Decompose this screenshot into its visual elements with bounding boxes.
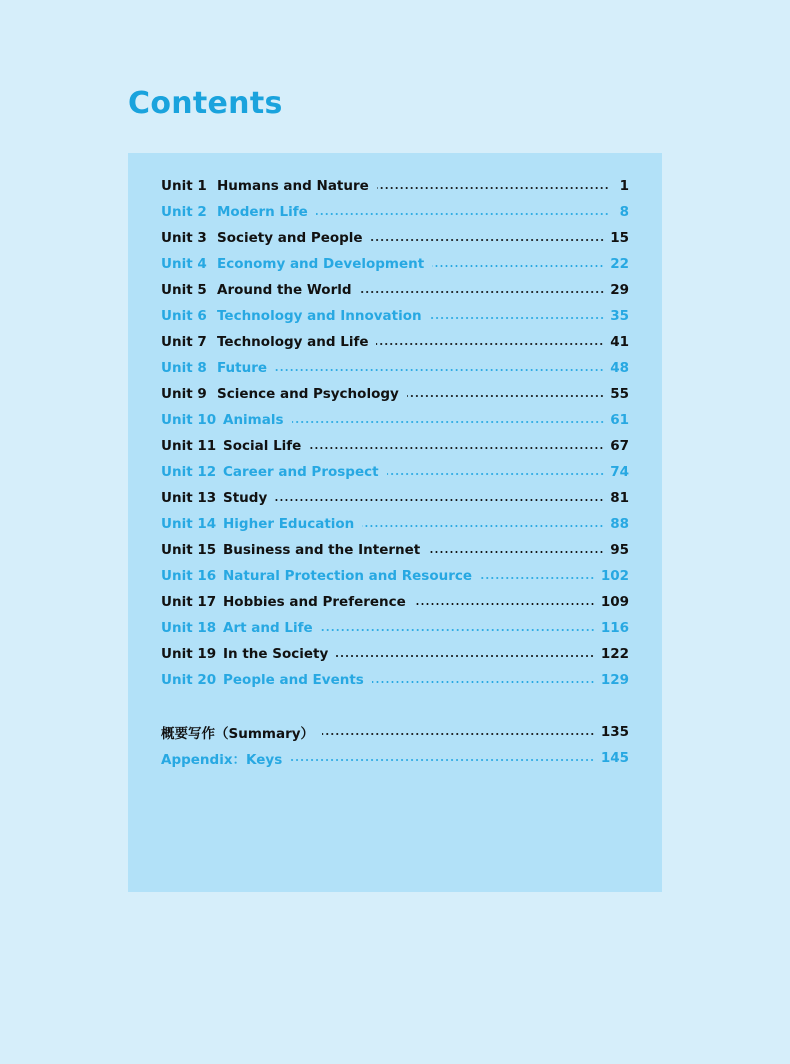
dot-leader bbox=[322, 732, 595, 736]
unit-title: In the Society bbox=[223, 646, 329, 662]
dot-leader bbox=[480, 576, 595, 580]
unit-title: Technology and Innovation bbox=[217, 308, 422, 324]
page-number: 129 bbox=[600, 672, 629, 688]
unit-number: Unit 11 bbox=[161, 438, 217, 454]
unit-number: Unit 20 bbox=[161, 672, 217, 688]
page-number: 61 bbox=[610, 412, 629, 428]
unit-number: Unit 15 bbox=[161, 542, 217, 558]
unit-title: Economy and Development bbox=[217, 256, 425, 272]
dot-leader bbox=[316, 212, 609, 216]
toc-row-unit-2[interactable] bbox=[161, 199, 629, 225]
toc-row-appendix[interactable] bbox=[161, 745, 629, 771]
dot-leader bbox=[321, 628, 595, 632]
page-number: 22 bbox=[610, 256, 629, 272]
page-number: 122 bbox=[600, 646, 629, 662]
toc-panel bbox=[128, 153, 662, 892]
toc-row-unit-16[interactable] bbox=[161, 563, 629, 589]
toc-row-unit-5[interactable] bbox=[161, 277, 629, 303]
unit-number: Unit 16 bbox=[161, 568, 217, 584]
dot-leader bbox=[275, 368, 604, 372]
toc-list bbox=[161, 173, 629, 771]
dot-leader bbox=[292, 420, 605, 424]
dot-leader bbox=[414, 602, 595, 606]
page-number: 8 bbox=[619, 204, 629, 220]
page-number: 116 bbox=[600, 620, 629, 636]
unit-number: Unit 4 bbox=[161, 256, 207, 272]
unit-number: Unit 19 bbox=[161, 646, 217, 662]
page-number: 102 bbox=[600, 568, 629, 584]
dot-leader bbox=[336, 654, 595, 658]
toc-row-unit-19[interactable] bbox=[161, 641, 629, 667]
toc-row-unit-9[interactable] bbox=[161, 381, 629, 407]
unit-number: Unit 5 bbox=[161, 282, 207, 298]
page-number: 15 bbox=[610, 230, 629, 246]
toc-row-unit-3[interactable] bbox=[161, 225, 629, 251]
unit-number: Unit 8 bbox=[161, 360, 207, 376]
page-number: 95 bbox=[610, 542, 629, 558]
toc-row-unit-6[interactable] bbox=[161, 303, 629, 329]
page-number: 135 bbox=[600, 724, 629, 740]
dot-leader bbox=[387, 472, 605, 476]
unit-title: Around the World bbox=[217, 282, 352, 298]
page-number: 109 bbox=[600, 594, 629, 610]
unit-number: Unit 10 bbox=[161, 412, 217, 428]
page-number: 35 bbox=[610, 308, 629, 324]
toc-row-unit-18[interactable] bbox=[161, 615, 629, 641]
page-number: 81 bbox=[610, 490, 629, 506]
unit-title: Natural Protection and Resource bbox=[223, 568, 473, 584]
toc-row-unit-7[interactable] bbox=[161, 329, 629, 355]
unit-title: Business and the Internet bbox=[223, 542, 421, 558]
unit-number: Unit 17 bbox=[161, 594, 217, 610]
toc-row-unit-17[interactable] bbox=[161, 589, 629, 615]
unit-title: Future bbox=[217, 360, 268, 376]
dot-leader bbox=[372, 680, 595, 684]
dot-leader bbox=[432, 264, 604, 268]
unit-number: Unit 3 bbox=[161, 230, 207, 246]
toc-spacer bbox=[161, 693, 629, 719]
page-number: 88 bbox=[610, 516, 629, 532]
unit-title: Higher Education bbox=[223, 516, 355, 532]
summary-title: 概要写作（Summary） bbox=[161, 726, 315, 742]
unit-title: Study bbox=[223, 490, 268, 506]
toc-row-unit-15[interactable] bbox=[161, 537, 629, 563]
page-number: 74 bbox=[610, 464, 629, 480]
appendix-title: Appendix：Keys bbox=[161, 752, 283, 768]
unit-number: Unit 6 bbox=[161, 308, 207, 324]
dot-leader bbox=[376, 342, 604, 346]
toc-row-unit-12[interactable] bbox=[161, 459, 629, 485]
unit-title: Society and People bbox=[217, 230, 363, 246]
unit-title: Science and Psychology bbox=[217, 386, 399, 402]
unit-title: Career and Prospect bbox=[223, 464, 379, 480]
page-number: 67 bbox=[610, 438, 629, 454]
dot-leader bbox=[362, 524, 604, 528]
unit-number: Unit 12 bbox=[161, 464, 217, 480]
unit-number: Unit 1 bbox=[161, 178, 207, 194]
dot-leader bbox=[407, 394, 604, 398]
toc-row-unit-13[interactable] bbox=[161, 485, 629, 511]
page-title: Contents bbox=[128, 86, 283, 121]
toc-row-unit-20[interactable] bbox=[161, 667, 629, 693]
unit-title: Art and Life bbox=[223, 620, 313, 636]
dot-leader bbox=[371, 238, 605, 242]
unit-title: Animals bbox=[223, 412, 284, 428]
page-number: 41 bbox=[610, 334, 629, 350]
page-number: 145 bbox=[600, 750, 629, 766]
toc-row-unit-11[interactable] bbox=[161, 433, 629, 459]
unit-number: Unit 18 bbox=[161, 620, 217, 636]
dot-leader bbox=[360, 290, 605, 294]
unit-title: Hobbies and Preference bbox=[223, 594, 406, 610]
dot-leader bbox=[430, 316, 605, 320]
unit-number: Unit 2 bbox=[161, 204, 207, 220]
dot-leader bbox=[377, 186, 609, 190]
dot-leader bbox=[428, 550, 604, 554]
unit-title: Technology and Life bbox=[217, 334, 369, 350]
dot-leader bbox=[309, 446, 604, 450]
toc-row-unit-1[interactable] bbox=[161, 173, 629, 199]
unit-number: Unit 14 bbox=[161, 516, 217, 532]
unit-title: Modern Life bbox=[217, 204, 308, 220]
page-number: 1 bbox=[619, 178, 629, 194]
toc-row-unit-8[interactable] bbox=[161, 355, 629, 381]
unit-number: Unit 7 bbox=[161, 334, 207, 350]
unit-number: Unit 13 bbox=[161, 490, 217, 506]
page-number: 55 bbox=[610, 386, 629, 402]
unit-title: Social Life bbox=[223, 438, 302, 454]
unit-title: People and Events bbox=[223, 672, 364, 688]
unit-title: Humans and Nature bbox=[217, 178, 369, 194]
toc-row-summary[interactable] bbox=[161, 719, 629, 745]
dot-leader bbox=[275, 498, 604, 502]
page-number: 29 bbox=[610, 282, 629, 298]
unit-number: Unit 9 bbox=[161, 386, 207, 402]
toc-row-unit-4[interactable] bbox=[161, 251, 629, 277]
dot-leader bbox=[290, 758, 595, 762]
toc-row-unit-14[interactable] bbox=[161, 511, 629, 537]
page-number: 48 bbox=[610, 360, 629, 376]
toc-row-unit-10[interactable] bbox=[161, 407, 629, 433]
